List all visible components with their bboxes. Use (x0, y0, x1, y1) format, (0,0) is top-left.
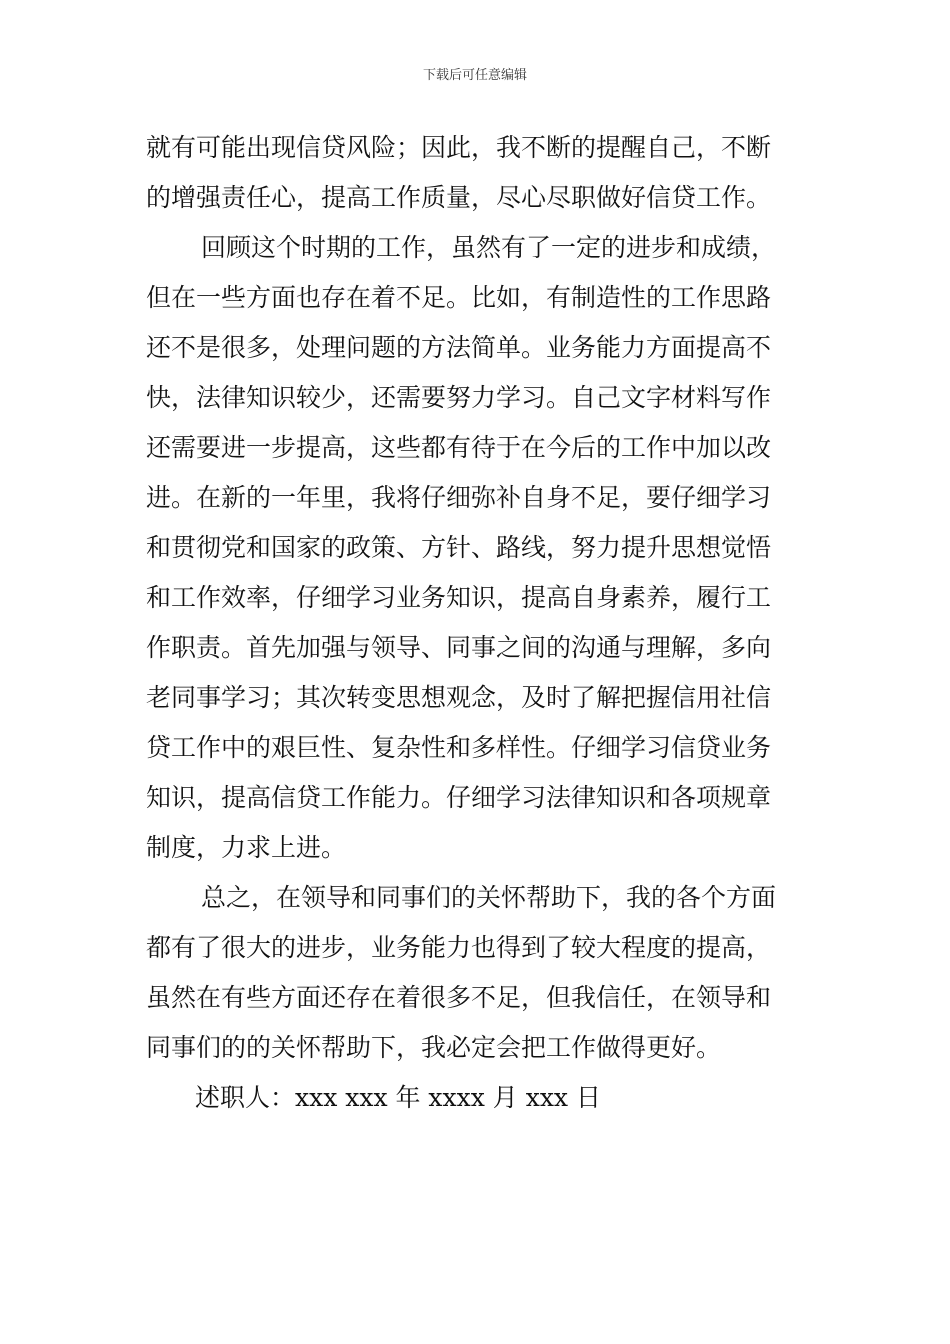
paragraph-first-line: 总之，在领导和同事们的关怀帮助下，我的各个方面 (201, 883, 777, 912)
text-line: 就有可能出现信贷风险；因此，我不断的提醒自己，不断 (146, 133, 772, 162)
page-header: 下载后可任意编辑 (422, 68, 527, 83)
text-line: 快，法律知识较少，还需要努力学习。自己文字材料写作 (146, 383, 772, 412)
text-line: 进。在新的一年里，我将仔细弥补自身不足，要仔细学习 (146, 483, 772, 512)
text-line: 的增强责任心，提高工作质量，尽心尽职做好信贷工作。 (146, 183, 772, 212)
text-line: 贷工作中的艰巨性、复杂性和多样性。仔细学习信贷业务 (146, 733, 772, 762)
text-line: 作职责。首先加强与领导、同事之间的沟通与理解，多向 (146, 633, 772, 662)
text-line: 老同事学习；其次转变思想观念，及时了解把握信用社信 (146, 683, 772, 712)
text-line: 都有了很大的进步，业务能力也得到了较大程度的提高， (146, 933, 772, 962)
text-line: 虽然在有些方面还存在着很多不足，但我信任，在领导和 (146, 983, 772, 1012)
text-line: 和工作效率，仔细学习业务知识，提高自身素养，履行工 (146, 583, 772, 612)
signature-line: 述职人：xxx xxx 年 xxxx 月 xxx 日 (195, 1083, 601, 1112)
text-line: 和贯彻党和国家的政策、方针、路线，努力提升思想觉悟 (146, 533, 772, 562)
text-line: 同事们的的关怀帮助下，我必定会把工作做得更好。 (146, 1033, 722, 1062)
text-line: 还不是很多，处理问题的方法简单。业务能力方面提高不 (146, 333, 772, 362)
text-line: 但在一些方面也存在着不足。比如，有制造性的工作思路 (146, 283, 772, 312)
text-line: 制度，力求上进。 (146, 833, 347, 862)
paragraph-first-line: 回顾这个时期的工作，虽然有了一定的进步和成绩， (201, 233, 777, 262)
text-line: 还需要进一步提高，这些都有待于在今后的工作中加以改 (146, 433, 772, 462)
text-line: 知识，提高信贷工作能力。仔细学习法律知识和各项规章 (146, 783, 772, 812)
